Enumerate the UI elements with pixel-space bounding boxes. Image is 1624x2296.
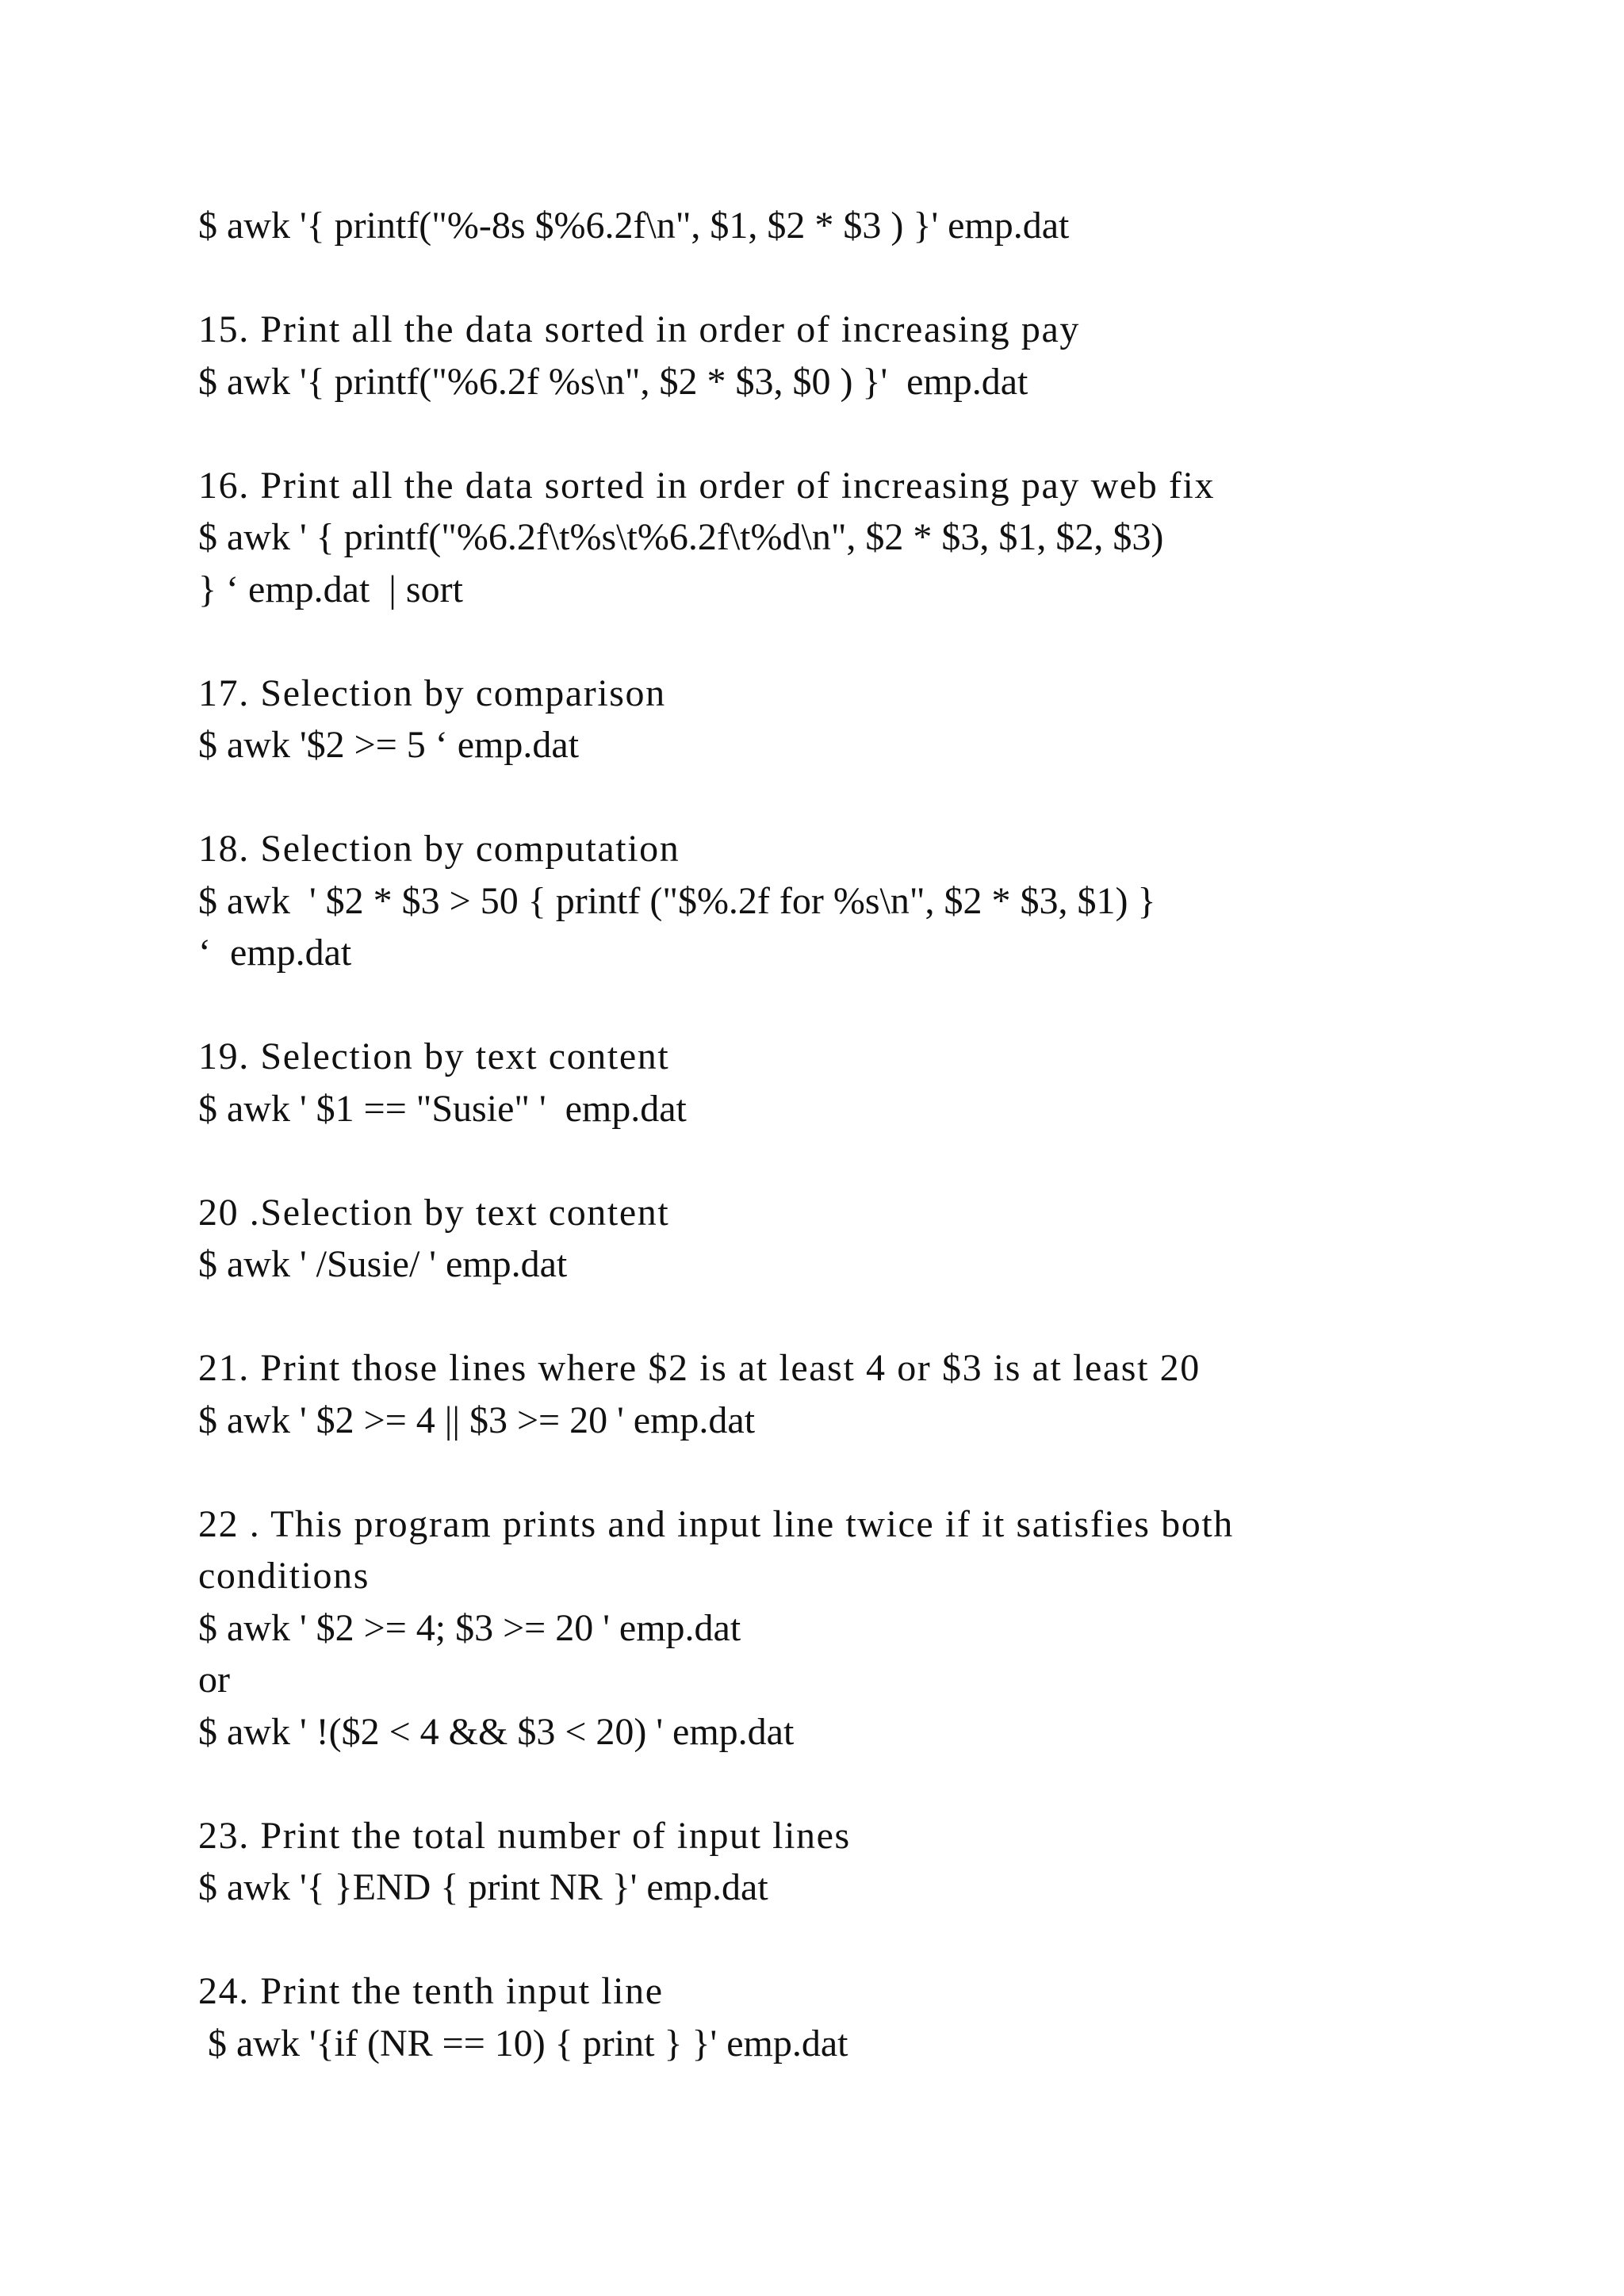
item-heading: 20 .Selection by text content <box>198 1191 670 1234</box>
connector-text: or <box>198 1659 230 1701</box>
blank-line <box>198 1446 1435 1498</box>
code-line: $ awk '{ }END { print NR }' emp.dat <box>198 1866 768 1908</box>
code-line: $ awk ' { printf("%6.2f\t%s\t%6.2f\t%d\n", $2 * $3, $1, $2, $3) <box>198 516 1164 558</box>
code-line: $ awk '$2 >= 5 ‘ emp.dat <box>198 724 580 766</box>
blank-line <box>198 1914 1435 1966</box>
code-line: $ awk '{if (NR == 10) { print } }' emp.dat <box>198 2022 848 2064</box>
blank-line <box>198 979 1435 1031</box>
code-line: $ awk '{ printf("%-8s $%6.2f\n", $1, $2 * $3 ) }' emp.dat <box>198 205 1070 247</box>
item-heading: 23. Print the total number of input lines <box>198 1814 851 1857</box>
blank-line <box>198 615 1435 668</box>
blank-line <box>198 252 1435 304</box>
item-heading: 21. Print those lines where $2 is at least 4 or $3 is at least 20 <box>198 1347 1201 1389</box>
blank-line <box>198 771 1435 824</box>
blank-line <box>198 408 1435 460</box>
item-heading: 18. Selection by computation <box>198 828 680 870</box>
code-line: $ awk '{ printf("%6.2f %s\n", $2 * $3, $0 ) }' emp.dat <box>198 360 1028 403</box>
document-body <box>198 200 1435 2069</box>
item-heading: 16. Print all the data sorted in order of increasing pay web fix <box>198 464 1216 507</box>
blank-line <box>198 1291 1435 1343</box>
item-heading: 19. Selection by text content <box>198 1035 670 1077</box>
code-line: $ awk ' $2 * $3 > 50 { printf ("$%.2f for %s\n", $2 * $3, $1) } <box>198 879 1156 922</box>
blank-line <box>198 1758 1435 1810</box>
blank-line <box>198 1135 1435 1187</box>
item-heading: 22 . This program prints and input line twice if it satisfies both <box>198 1502 1234 1545</box>
item-heading: 24. Print the tenth input line <box>198 1970 664 2012</box>
code-line: $ awk ' $2 >= 4; $3 >= 20 ' emp.dat <box>198 1606 741 1649</box>
code-line: } ‘ emp.dat | sort <box>198 568 463 610</box>
code-line: $ awk ' $1 == "Susie" ' emp.dat <box>198 1087 687 1130</box>
item-heading: 15. Print all the data sorted in order of increasing pay <box>198 308 1080 350</box>
code-line: $ awk ' !($2 < 4 && $3 < 20) ' emp.dat <box>198 1710 795 1753</box>
code-line: $ awk ' $2 >= 4 || $3 >= 20 ' emp.dat <box>198 1399 756 1441</box>
item-heading: 17. Selection by comparison <box>198 672 666 714</box>
code-line: ‘ emp.dat <box>198 932 352 974</box>
code-line: $ awk ' /Susie/ ' emp.dat <box>198 1243 568 1285</box>
item-heading-continued: conditions <box>198 1555 370 1597</box>
